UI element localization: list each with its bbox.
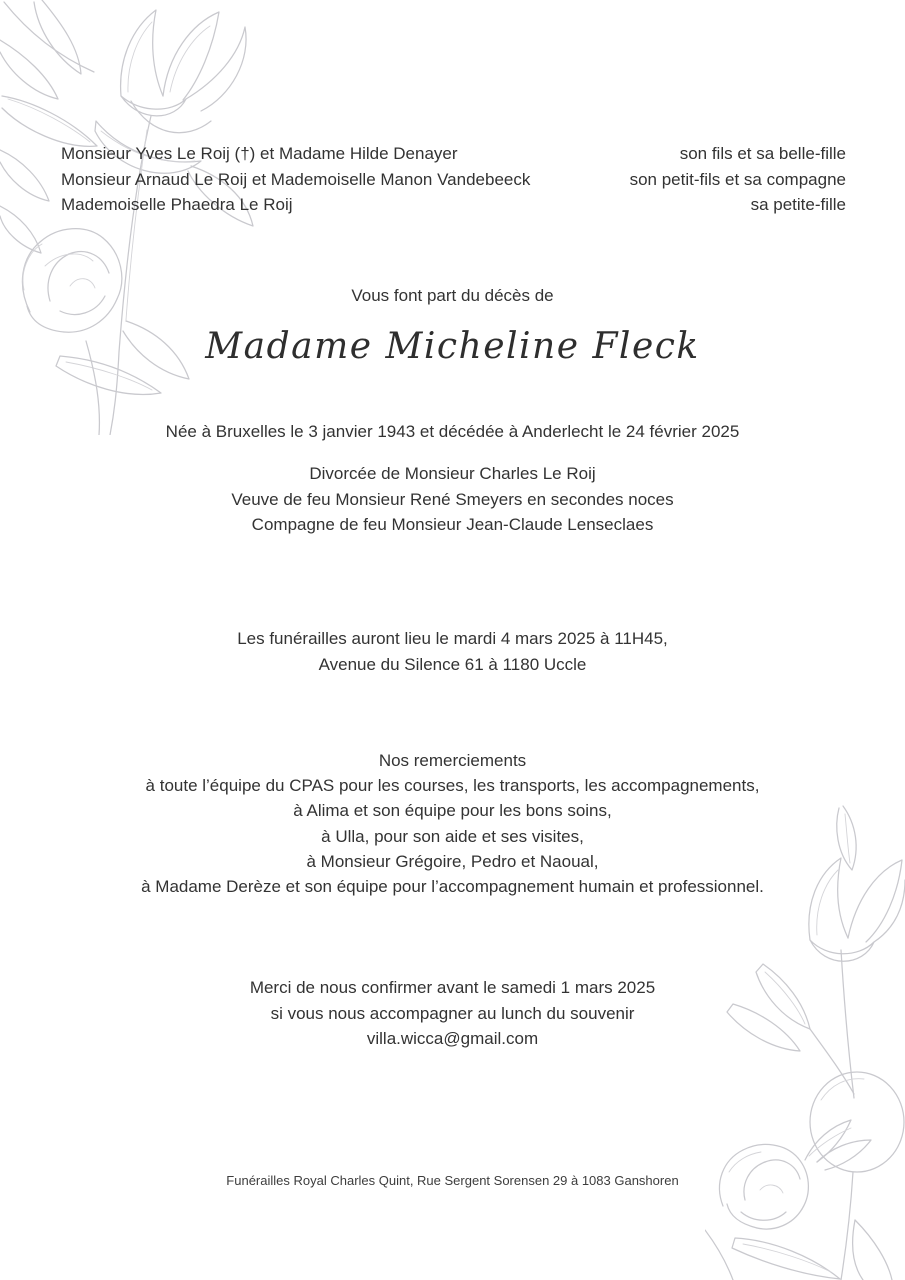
thanks-title: Nos remerciements — [378, 751, 527, 770]
rsvp-email: villa.wicca@gmail.com — [366, 1029, 539, 1048]
family-relation: son fils et sa belle-fille — [679, 144, 846, 163]
thanks-line: à Ulla, pour son aide et ses visites, — [321, 826, 584, 846]
deceased-name: Madame Micheline Fleck — [205, 326, 700, 367]
family-name: Monsieur Arnaud Le Roij et Mademoiselle Manon Vandebeeck — [61, 169, 531, 189]
family-name: Monsieur Yves Le Roij (†) et Madame Hilde Denayer — [61, 144, 458, 163]
family-row — [61, 167, 846, 193]
thanks-block — [0, 748, 905, 899]
thanks-line: à Alima et son équipe pour les bons soins, — [293, 801, 612, 821]
family-relation: son petit-fils et sa compagne — [629, 169, 846, 189]
thanks-line: à Madame Derèze et son équipe pour l’accompagnement humain et professionnel. — [141, 877, 764, 897]
life-dates-line: Née à Bruxelles le 3 janvier 1943 et décédée à Anderlecht le 24 février 2025 — [165, 422, 740, 441]
family-relation: sa petite-fille — [750, 195, 846, 214]
announcement-line: Vous font part du décès de — [351, 286, 554, 305]
thanks-line: à Monsieur Grégoire, Pedro et Naoual, — [306, 851, 599, 871]
family-row — [61, 192, 846, 218]
marital-line: Divorcée de Monsieur Charles Le Roij — [309, 464, 596, 483]
funeral-line: Avenue du Silence 61 à 1180 Uccle — [318, 654, 587, 674]
funeral-line: Les funérailles auront lieu le mardi 4 mars 2025 à 11H45, — [237, 629, 668, 648]
marital-line: Veuve de feu Monsieur René Smeyers en secondes noces — [231, 489, 674, 509]
funeral-home-footer: Funérailles Royal Charles Quint, Rue Sergent Sorensen 29 à 1083 Ganshoren — [226, 1173, 679, 1188]
family-list — [61, 141, 846, 218]
funeral-details-block — [0, 626, 905, 677]
rsvp-line: si vous nous accompagner au lunch du souvenir — [270, 1003, 635, 1023]
marital-line: Compagne de feu Monsieur Jean-Claude Lenseclaes — [251, 515, 654, 534]
marital-status-block — [0, 461, 905, 538]
thanks-line: à toute l’équipe du CPAS pour les courses, les transports, les accompagnements, — [145, 776, 760, 796]
family-row — [61, 141, 846, 167]
family-name: Mademoiselle Phaedra Le Roij — [61, 195, 293, 214]
rsvp-block — [0, 975, 905, 1052]
rsvp-line: Merci de nous confirmer avant le samedi 1 mars 2025 — [249, 978, 656, 997]
